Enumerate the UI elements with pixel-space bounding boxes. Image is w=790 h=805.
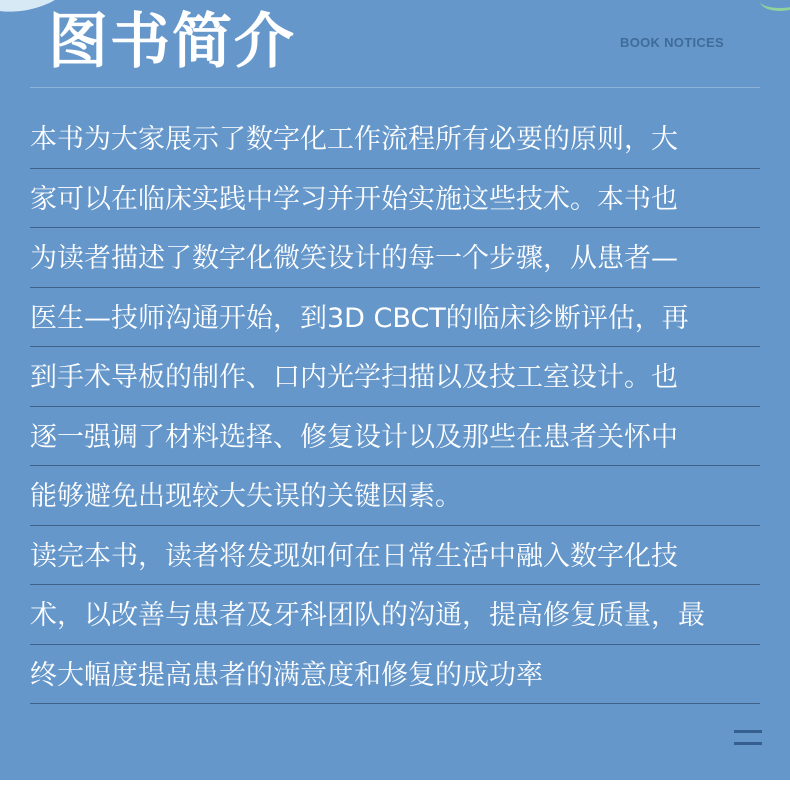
- text-line: 术，以改善与患者及牙科团队的沟通，提高修复质量，最: [30, 588, 760, 648]
- text-line: 本书为大家展示了数字化工作流程所有必要的原则，大: [30, 112, 760, 172]
- menu-bar: [734, 730, 762, 733]
- title-divider: [30, 87, 760, 88]
- text-line: 能够避免出现较大失误的关键因素。: [30, 469, 760, 529]
- menu-bar: [734, 742, 762, 745]
- text-line: 读完本书，读者将发现如何在日常生活中融入数字化技: [30, 529, 760, 589]
- page-title: 图书简介: [48, 7, 296, 77]
- text-line: 家可以在临床实践中学习并开始实施这些技术。本书也: [30, 172, 760, 232]
- text-line: 到手术导板的制作、口内光学扫描以及技工室设计。也: [30, 350, 760, 410]
- text-line: 逐一强调了材料选择、修复设计以及那些在患者关怀中: [30, 410, 760, 470]
- text-line: 为读者描述了数字化微笑设计的每一个步骤，从患者—: [30, 231, 760, 291]
- description-body: [30, 112, 760, 707]
- section-subtitle: BOOK NOTICES: [620, 35, 724, 50]
- text-line: 终大幅度提高患者的满意度和修复的成功率: [30, 648, 760, 708]
- text-line: 医生—技师沟通开始，到3D CBCT的临床诊断评估，再: [30, 291, 760, 351]
- menu-icon[interactable]: [734, 730, 762, 747]
- corner-accent: [760, 0, 790, 11]
